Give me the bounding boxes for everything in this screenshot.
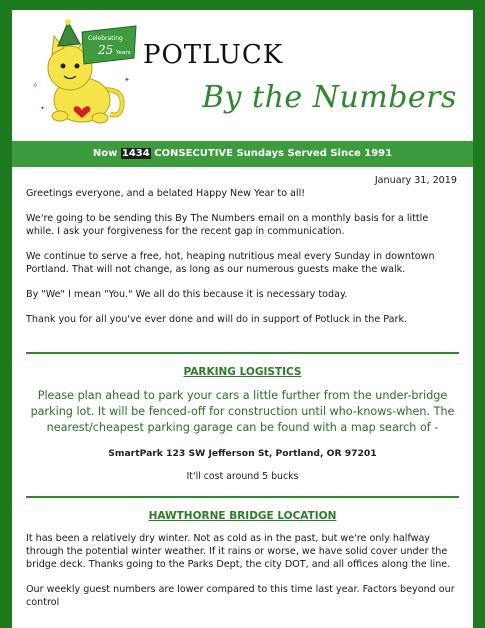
title-potluck: POTLUCK xyxy=(143,40,284,70)
meal-paragraph: We continue to serve a free, hot, heaping nutritious meal every Sunday in downtown Portland. That will not change, as long as our numerous guests make the walk. xyxy=(26,251,435,275)
thank-you-paragraph: Thank you for all you've ever done and will do in support of Potluck in the Park. xyxy=(26,314,408,325)
letter-date: January 31, 2019 xyxy=(374,175,457,186)
potluck-cat-logo xyxy=(24,18,142,128)
sundays-served-banner xyxy=(12,141,473,167)
section-divider xyxy=(26,352,459,354)
banner-prefix: Now xyxy=(92,148,121,159)
greeting-paragraph: Greetings everyone, and a belated Happy New Year to all! xyxy=(26,188,306,199)
svg-text:✦: ✦ xyxy=(40,105,46,112)
newsletter-body xyxy=(12,174,473,326)
bridge-section xyxy=(12,532,473,609)
sunday-count: 1434 xyxy=(121,148,150,159)
parking-body: Please plan ahead to park your cars a little further from the under-bridge parking lot. It will be fenced-off for construction until who-knows-when. The nearest/cheapest parking garage can be found with a map search of - xyxy=(30,389,455,434)
parking-address: SmartPark 123 SW Jefferson St, Portland, OR 97201 xyxy=(108,448,377,459)
logo-banner-line2: Years xyxy=(116,50,131,56)
newsletter-header xyxy=(12,10,473,141)
we-mean-you-paragraph: By "We" I mean "You." We all do this because it is necessary today. xyxy=(26,289,348,300)
svg-text:✧: ✧ xyxy=(32,81,39,90)
bridge-guests-paragraph: Our weekly guest numbers are lower compared to this time last year. Factors beyond our control xyxy=(26,584,455,608)
newsletter-sheet xyxy=(12,10,473,628)
banner-suffix: CONSECUTIVE Sundays Served Since 1991 xyxy=(150,148,393,159)
bridge-title: HAWTHORNE BRIDGE LOCATION xyxy=(148,510,337,522)
frequency-paragraph: We're going to be sending this By The Numbers email on a monthly basis for a little while. I ask your forgiveness for the recent gap in communication. xyxy=(26,213,429,237)
parking-cost: It'll cost around 5 bucks xyxy=(186,471,299,482)
parking-title: PARKING LOGISTICS xyxy=(183,366,302,378)
parking-section xyxy=(12,352,473,522)
logo-banner-line1: Celebrating xyxy=(88,35,123,42)
bridge-weather-paragraph: It has been a relatively dry winter. Not as cold as in the past, but we're only halfway through the potential winter weather. If it rains or worse, we have solid cover under the bridge deck. Thanks going to the Parks Dept, the city DOT, and all offices along the line. xyxy=(26,533,451,570)
logo-banner-number: 25 xyxy=(98,43,114,57)
title-by-the-numbers: By the Numbers xyxy=(202,80,457,115)
svg-text:✦: ✦ xyxy=(124,76,130,84)
section-divider xyxy=(26,496,459,498)
